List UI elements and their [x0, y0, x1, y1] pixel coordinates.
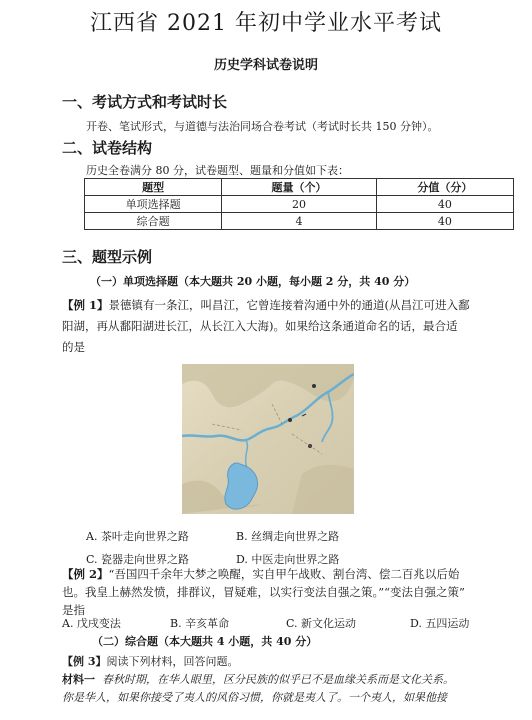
document-subtitle: 历史学科试卷说明	[213, 58, 318, 73]
example1-line: 景德镇有一条江，叫昌江，它曾连接着沟通中外的通道(从昌江可进入鄱	[108, 298, 470, 312]
section2-heading: 二、试卷结构	[62, 139, 153, 157]
part1-title: （一）单项选择题（本大题共 20 小题，每小题 2 分，共 40 分）	[90, 275, 416, 288]
example2-block	[62, 565, 524, 619]
section1-heading: 一、考试方式和考试时长	[62, 93, 228, 111]
table-row	[85, 213, 514, 230]
material-line: 春秋时期，在华人眼里，区分民族的似乎已不是血缘关系而是文化关系。	[102, 673, 454, 686]
city-marker	[288, 418, 292, 422]
table-cell: 单项选择题	[85, 196, 222, 213]
example2-line: 也。我皇上赫然发愤，排群议，冒疑难，以实行变法自强之策。”“变法自强之策”	[62, 585, 465, 599]
table-row	[85, 196, 514, 213]
example2-option-a: A. 戊戌变法	[62, 617, 121, 630]
table-cell: 20	[222, 196, 376, 213]
example2-option-c: C. 新文化运动	[286, 617, 357, 630]
example3-material	[62, 671, 528, 707]
example1-option-a: A. 茶叶走向世界之路	[86, 530, 189, 543]
part2-title: （二）综合题（本大题共 4 小题，共 40 分）	[92, 635, 318, 648]
example3-line: 阅读下列材料，回答问题。	[106, 655, 239, 668]
example1-line: 阳湖，再从鄱阳湖进长江，从长江入大海)。如果给这条通道命名的话，最合适	[62, 319, 458, 333]
example2-line: 是指	[62, 603, 85, 617]
example1-line: 的是	[62, 340, 85, 354]
map-figure	[182, 364, 354, 514]
example3-intro	[62, 653, 238, 669]
city-marker	[312, 384, 316, 388]
example3-label: 【例 3】	[62, 655, 107, 668]
table-header-cell: 分值（分）	[376, 179, 513, 196]
example1-option-d: D. 中医走向世界之路	[236, 553, 340, 566]
example2-option-d: D. 五四运动	[410, 617, 470, 630]
section1-text: 开卷、笔试形式，与道德与法治同场合卷考试（考试时长共 150 分钟）。	[86, 120, 439, 133]
section2-intro: 历史全卷满分 80 分，试卷题型、题量和分值如下表：	[86, 164, 349, 177]
table-cell: 40	[376, 196, 513, 213]
relief-map	[182, 364, 354, 514]
section3-heading: 三、题型示例	[62, 248, 153, 266]
table-cell: 综合题	[85, 213, 222, 230]
table-header-cell: 题量（个）	[222, 179, 376, 196]
table-cell: 40	[376, 213, 513, 230]
example2-label: 【例 2】	[62, 567, 109, 581]
table-cell: 4	[222, 213, 376, 230]
example2-option-b: B. 辛亥革命	[170, 617, 230, 630]
material-label: 材料一	[62, 673, 95, 686]
example1-option-b: B. 丝绸走向世界之路	[236, 530, 340, 543]
example1-block	[62, 295, 524, 358]
example2-line: “吾国四千余年大梦之唤醒，实自甲午战败、割台湾、偿二百兆以后始	[108, 567, 460, 581]
table-header-row	[85, 179, 514, 196]
material-line: 你是华人，如果你接受了夷人的风俗习惯，你就是夷人了。一个夷人，如果他接	[62, 691, 447, 704]
document-title: 江西省 2021 年初中学业水平考试	[90, 11, 442, 36]
example1-option-c: C. 瓷器走向世界之路	[86, 553, 190, 566]
score-table	[84, 178, 514, 230]
table-header-cell: 题型	[85, 179, 222, 196]
example1-label: 【例 1】	[62, 298, 109, 312]
